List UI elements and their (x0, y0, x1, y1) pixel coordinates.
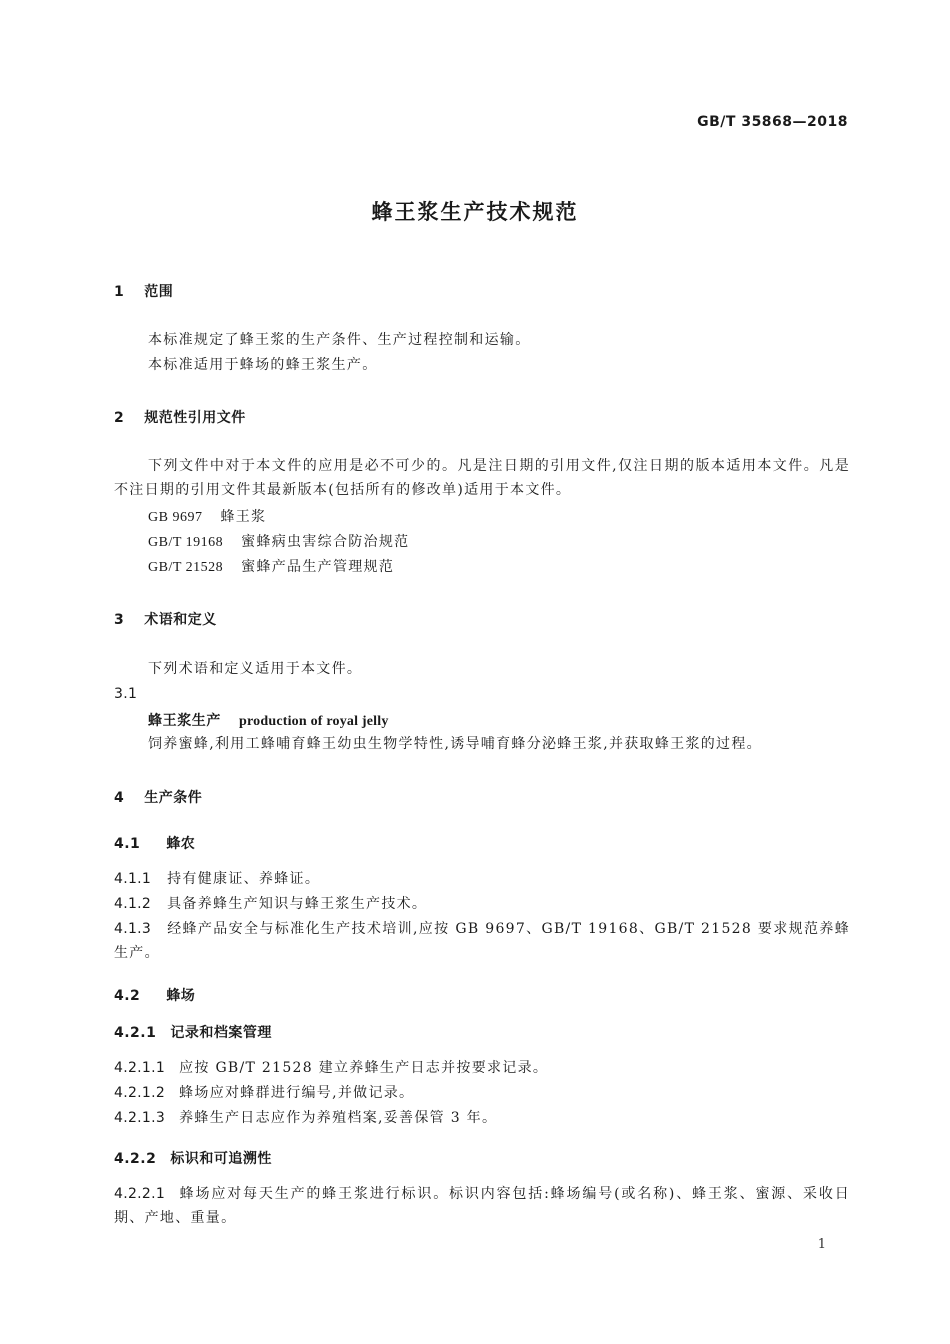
clause-item (114, 1106, 497, 1130)
section-title: 规范性引用文件 (144, 410, 246, 426)
page-number: 1 (817, 1237, 826, 1252)
reference-item (148, 505, 266, 530)
clause-number: 4.2.1.1 (114, 1060, 166, 1076)
clause-number: 4.2.1.3 (114, 1110, 166, 1126)
clause-text: 应按 GB/T 21528 建立养蜂生产日志并按要求记录。 (179, 1060, 549, 1076)
clause-text: 蜂场应对每天生产的蜂王浆进行标识。标识内容包括:蜂场编号(或名称)、蜂王浆、蜜源、采收日期、产地、重量。 (114, 1186, 850, 1226)
clause-number: 4.1.3 (114, 921, 152, 937)
subsection-4-2-heading (114, 985, 195, 1005)
section-4-heading (114, 787, 202, 807)
term-number: 3.1 (114, 686, 138, 702)
reference-name: 蜜蜂产品生产管理规范 (241, 559, 395, 575)
term-entry (148, 710, 389, 730)
reference-name: 蜂王浆 (220, 509, 267, 525)
reference-name: 蜜蜂病虫害综合防治规范 (241, 534, 410, 550)
section-2-heading (114, 407, 246, 427)
document-title: 蜂王浆生产技术规范 (371, 200, 579, 224)
reference-code: GB/T 21528 (148, 560, 224, 575)
section-3-para-1: 下列术语和定义适用于本文件。 (148, 661, 363, 677)
clause-number: 4.2.1.2 (114, 1085, 166, 1101)
section-2-para-1: 下列文件中对于本文件的应用是必不可少的。凡是注日期的引用文件,仅注日期的版本适用本文件。凡是不注日期的引用文件其最新版本(包括所有的修改单)适用于本文件。 (114, 458, 850, 498)
standard-code: GB/T 35868—2018 (697, 114, 848, 130)
term-english: production of royal jelly (239, 714, 389, 729)
section-number: 2 (114, 410, 125, 426)
clause-number: 4.1.1 (114, 871, 152, 887)
term-definition: 饲养蜜蜂,利用工蜂哺育蜂王幼虫生物学特性,诱导哺育蜂分泌蜂王浆,并获取蜂王浆的过程。 (148, 736, 762, 752)
subsection-4-2-1-heading (114, 1022, 272, 1042)
subsection-4-2-2-heading (114, 1148, 272, 1168)
section-number: 1 (114, 284, 125, 300)
section-number: 3 (114, 612, 125, 628)
clause-item (114, 867, 320, 891)
subsection-title: 蜂农 (166, 836, 196, 852)
section-3-heading (114, 609, 217, 629)
subsection-number: 4.2.1 (114, 1025, 157, 1041)
section-1-para-1: 本标准规定了蜂王浆的生产条件、生产过程控制和运输。 (148, 332, 531, 348)
reference-code: GB 9697 (148, 510, 203, 525)
clause-item (114, 1182, 850, 1230)
clause-text: 持有健康证、养蜂证。 (167, 871, 321, 887)
subsection-title: 标识和可追溯性 (170, 1151, 272, 1167)
reference-item (148, 555, 394, 580)
reference-code: GB/T 19168 (148, 535, 224, 550)
subsection-4-1-heading (114, 833, 195, 853)
subsection-number: 4.2.2 (114, 1151, 157, 1167)
section-title: 生产条件 (144, 790, 203, 806)
clause-text: 蜂场应对蜂群进行编号,并做记录。 (179, 1085, 415, 1101)
clause-item (114, 1081, 414, 1105)
subsection-number: 4.2 (114, 988, 141, 1004)
section-1-heading (114, 281, 173, 301)
clause-item (114, 1056, 548, 1080)
section-title: 范围 (144, 284, 174, 300)
section-number: 4 (114, 790, 125, 806)
clause-item (114, 892, 427, 916)
subsection-title: 记录和档案管理 (170, 1025, 272, 1041)
clause-text: 具备养蜂生产知识与蜂王浆生产技术。 (167, 896, 428, 912)
subsection-number: 4.1 (114, 836, 141, 852)
section-title: 术语和定义 (144, 612, 217, 628)
subsection-title: 蜂场 (166, 988, 196, 1004)
reference-item (148, 530, 409, 555)
clause-text: 经蜂产品安全与标准化生产技术培训,应按 GB 9697、GB/T 19168、GB/T 21528 要求规范养蜂生产。 (114, 921, 850, 961)
clause-number: 4.1.2 (114, 896, 152, 912)
clause-number: 4.2.2.1 (114, 1186, 166, 1202)
clause-item (114, 917, 850, 965)
clause-text: 养蜂生产日志应作为养殖档案,妥善保管 3 年。 (179, 1110, 498, 1126)
section-1-para-2: 本标准适用于蜂场的蜂王浆生产。 (148, 357, 378, 373)
term-chinese: 蜂王浆生产 (148, 713, 221, 729)
